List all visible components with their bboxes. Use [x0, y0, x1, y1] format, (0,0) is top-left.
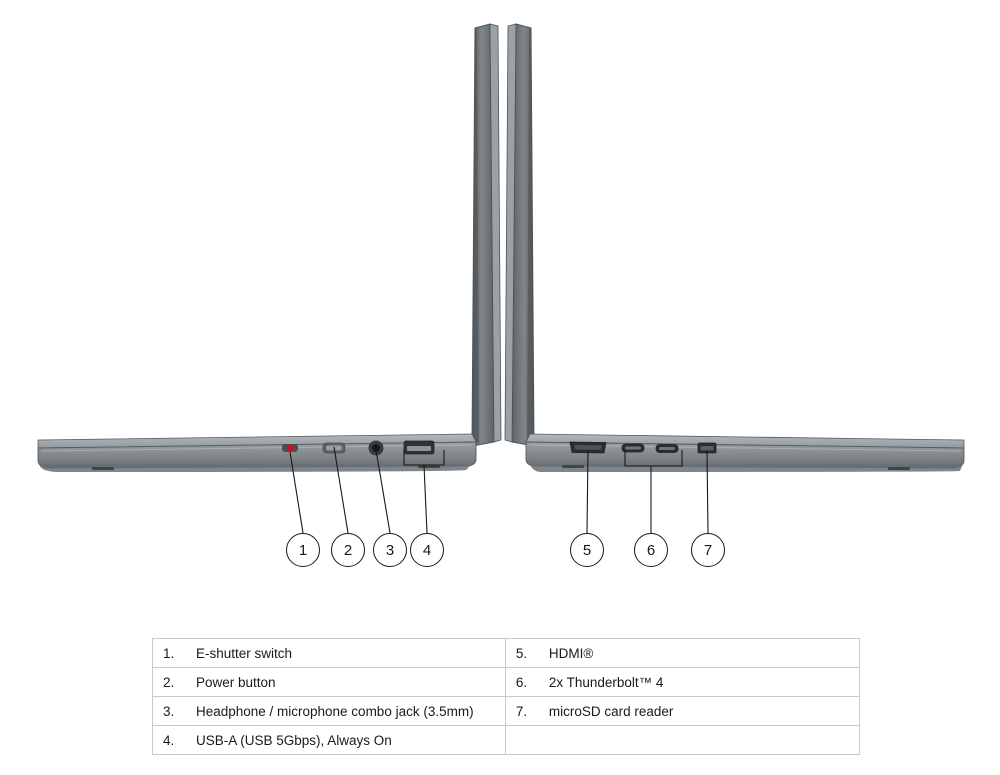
right-laptop-illustration — [470, 10, 990, 490]
legend-right-number: 5. — [505, 639, 538, 668]
callout-7-number: 7 — [703, 541, 713, 559]
callout-7[interactable] — [691, 533, 725, 567]
callout-4-number: 4 — [422, 541, 432, 559]
legend-left-label: E-shutter switch — [186, 639, 505, 668]
callout-1[interactable] — [286, 533, 320, 567]
callout-6[interactable] — [634, 533, 668, 567]
microsd-card-reader — [698, 443, 716, 453]
legend-right-number: 7. — [505, 697, 538, 726]
legend-left-number: 1. — [153, 639, 186, 668]
legend-left-label: USB-A (USB 5Gbps), Always On — [186, 726, 505, 755]
headphone-mic-jack — [369, 441, 383, 455]
rubber-foot-right — [418, 465, 440, 468]
table-row — [153, 697, 860, 726]
usb-a-port — [404, 441, 434, 454]
callout-3[interactable] — [373, 533, 407, 567]
callout-2-number: 2 — [343, 541, 353, 559]
legend-left-number: 4. — [153, 726, 186, 755]
right-laptop-lid — [505, 24, 534, 446]
callout-1-number: 1 — [298, 541, 308, 559]
hdmi-port — [570, 442, 606, 453]
legend-left-label: Headphone / microphone combo jack (3.5mm) — [186, 697, 505, 726]
callout-5-number: 5 — [582, 541, 592, 559]
e-shutter-switch — [282, 444, 298, 452]
callout-6-number: 6 — [646, 541, 656, 559]
legend-left-number: 3. — [153, 697, 186, 726]
legend-left-label: Power button — [186, 668, 505, 697]
rubber-foot-left — [92, 467, 114, 470]
thunderbolt-port-2 — [656, 445, 678, 453]
callout-4[interactable] — [410, 533, 444, 567]
port-legend-table — [152, 638, 860, 755]
power-button — [323, 443, 345, 453]
legend-left-number: 2. — [153, 668, 186, 697]
table-row — [153, 639, 860, 668]
callout-3-number: 3 — [385, 541, 395, 559]
legend-right-label: 2x Thunderbolt™ 4 — [539, 668, 860, 697]
legend-right-number: 6. — [505, 668, 538, 697]
rubber-foot-right — [888, 467, 910, 470]
table-row — [153, 726, 860, 755]
callout-5[interactable] — [570, 533, 604, 567]
table-row — [153, 668, 860, 697]
legend-empty-cell — [505, 726, 859, 755]
legend-right-label: microSD card reader — [539, 697, 860, 726]
left-laptop-illustration — [20, 10, 540, 490]
thunderbolt-port-1 — [622, 444, 644, 452]
legend-right-label: HDMI® — [539, 639, 860, 668]
rubber-foot-left — [562, 465, 584, 468]
callout-2[interactable] — [331, 533, 365, 567]
